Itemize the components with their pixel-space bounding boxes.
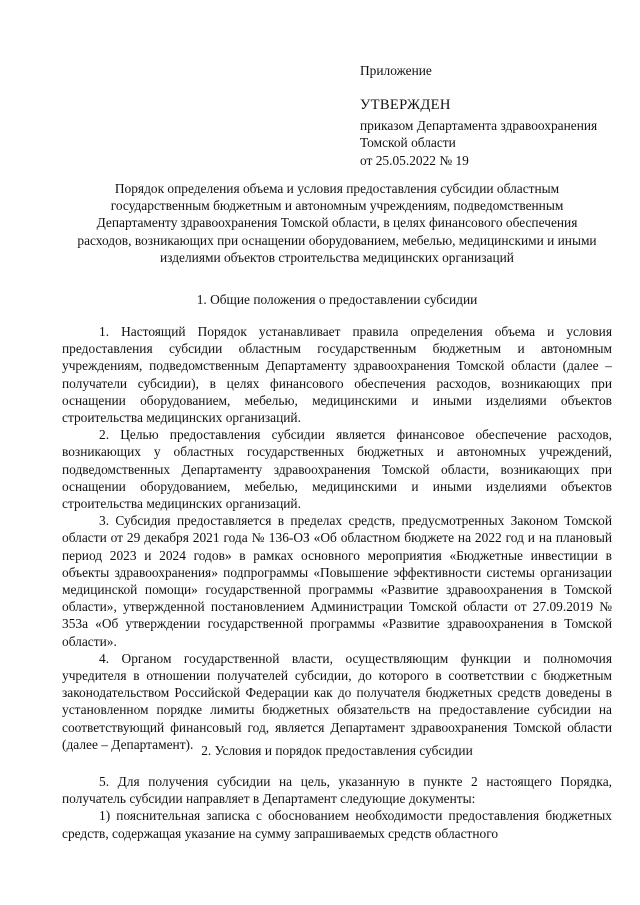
title-line: расходов, возникающих при оснащении оборудованием, мебелью, медицинскими и иными [77, 232, 597, 248]
approval-line-region: Томской области [360, 135, 456, 151]
approval-line-order: приказом Департамента здравоохранения [360, 118, 598, 134]
title-line: Порядок определения объема и условия предоставления субсидии областным [114, 181, 560, 196]
document-title [62, 180, 612, 266]
paragraph-4: 4. Органом государственной власти, осуществляющим функции и полномочия учредителя в отношении получателей субсидии, до которого в соответствии с бюджетным законодательством Российской Федерации как до получателя бюджетных средств доведены в установленном порядке лимиты бюджетных обязательств на предоставление субсидии на соответствующий финансовый год, является Департамент здравоохранения Томской области (далее – Департамент). [62, 650, 612, 752]
title-line: Департаменту здравоохранения Томской области, в целях финансового обеспечения [96, 215, 578, 231]
approved-label: УТВЕРЖДЕН [360, 97, 451, 113]
paragraph-5-item-1: 1) пояснительная записка с обоснованием необходимости предоставления бюджетных средств, содержащая указание на сумму запрашиваемых средств областного [62, 808, 612, 841]
section-2-body [62, 773, 612, 842]
section-1-body [62, 323, 612, 753]
title-line: государственным бюджетным и автономным учреждениям, подведомственным [110, 198, 564, 214]
appendix-label: Приложение [360, 63, 432, 78]
section-2-heading: 2. Условия и порядок предоставления субсидии [201, 743, 473, 758]
paragraph-3: 3. Субсидия предоставляется в пределах средств, предусмотренных Законом Томской области от 29 декабря 2021 года № 136-ОЗ «Об областном бюджете на 2022 год и на плановый период 2023 и 2024 годов» в рамках основного мероприятия «Бюджетные инвестиции в объекты здравоохранения» подпрограммы «Повышение эффективности системы организации медицинской помощи» государственной программы «Развитие здравоохранения в Томской области», утвержденной постановлением Администрации Томской области от 27.09.2019 № 353а «Об утверждении государственной программы «Развитие здравоохранения в Томской области». [62, 513, 612, 649]
paragraph-5: 5. Для получения субсидии на цель, указанную в пункте 2 настоящего Порядка, получатель субсидии направляет в Департамент следующие документы: [62, 774, 612, 807]
paragraph-1: 1. Настоящий Порядок устанавливает правила определения объема и условия предоставления субсидии областным государственным бюджетным и автономным учреждениям, подведомственным Департаменту здравоохранения Томской области (далее – получатели субсидии), в целях финансового обеспечения расходов, возникающих при оснащении оборудованием, мебелью, медицинскими и иными изделиями объектов строительства медицинских организаций. [62, 324, 612, 426]
approval-line-date: от 25.05.2022 № 19 [360, 152, 469, 168]
section-1-heading: 1. Общие положения о предоставлении субсидии [196, 292, 478, 307]
title-line: изделиями объектов строительства медицинских организаций [160, 249, 514, 265]
paragraph-2: 2. Целью предоставления субсидии является финансовое обеспечение расходов, возникающих у областных государственных бюджетных и автономных учреждений, подведомственных Департаменту здравоохранения Томской области, возникающих при оснащении оборудованием, мебелью, медицинскими и иными изделиями объектов строительства медицинских организаций. [62, 427, 612, 512]
approval-stamp [360, 97, 630, 169]
